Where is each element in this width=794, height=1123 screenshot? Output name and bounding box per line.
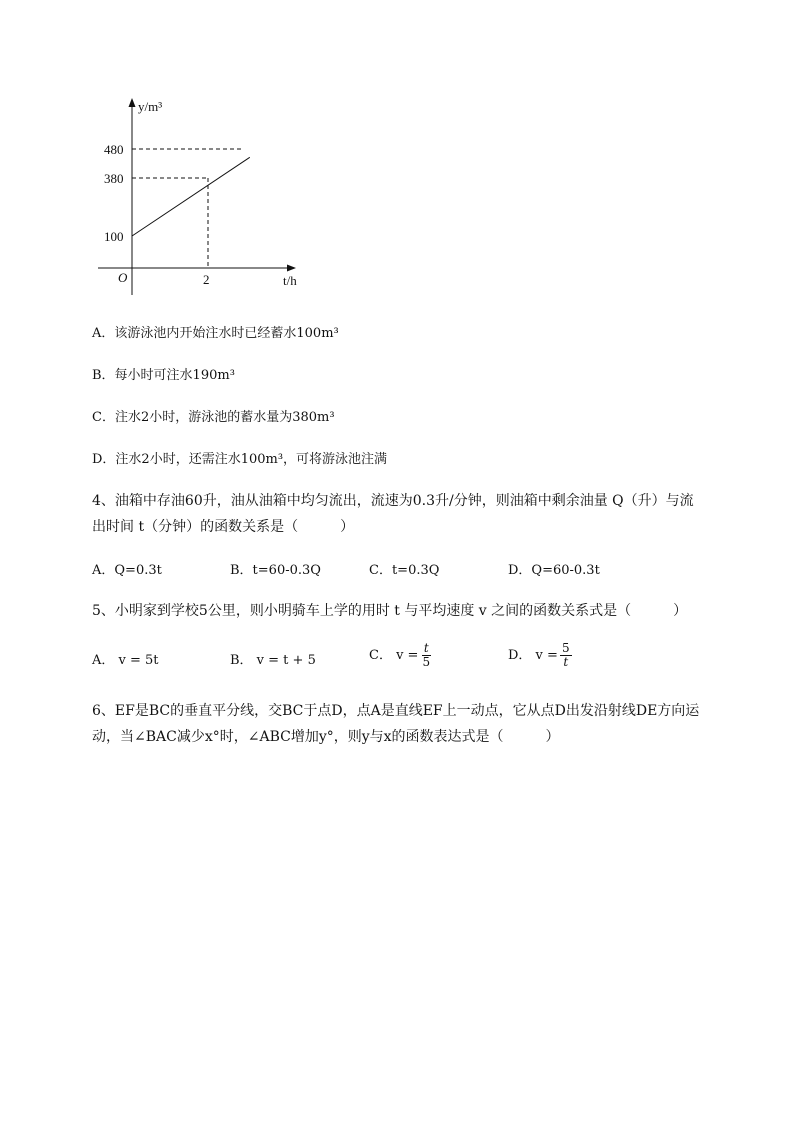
y-tick-100: 100	[104, 229, 124, 244]
option-3d: D．注水2小时，还需注水100m³，可将游泳池注满	[92, 452, 388, 467]
x-axis-arrow	[287, 265, 296, 272]
question-5: 5、小明家到学校5公里，则小明骑车上学的用时 t 与平均速度 v 之间的函数关系式是（ ）	[92, 603, 688, 619]
option-5c	[369, 642, 432, 669]
series-line	[132, 157, 250, 236]
water-volume-graph	[90, 95, 310, 300]
option-4d: D．Q=60-0.3t	[508, 563, 600, 578]
option-4c: C．t=0.3Q	[369, 563, 440, 578]
option-5d-denominator: t	[563, 655, 569, 669]
option-5c-denominator: 5	[422, 655, 431, 669]
question-4	[92, 488, 742, 540]
option-4b: B．t=60-0.3Q	[230, 563, 321, 578]
option-5d-fraction	[560, 642, 572, 669]
option-5c-fraction	[420, 642, 432, 669]
x-axis-label: t/h	[283, 273, 297, 288]
question-6	[92, 698, 742, 750]
option-3b: B．每小时可注水190m³	[92, 368, 235, 383]
option-5d-prefix: D． v =	[508, 648, 558, 663]
option-4a: A．Q=0.3t	[92, 563, 162, 578]
y-axis-label: y/m³	[138, 99, 163, 114]
option-5d	[508, 642, 572, 669]
origin-label: O	[118, 270, 128, 285]
question-6-line1: 6、EF是BC的垂直平分线，交BC于点D，点A是直线EF上一动点，它从点D出发沿射线DE方向运	[92, 703, 700, 719]
y-axis-arrow	[129, 98, 136, 107]
option-5c-numerator: t	[423, 641, 429, 655]
option-5d-numerator: 5	[561, 641, 570, 655]
y-tick-480: 480	[104, 142, 124, 157]
x-tick-2: 2	[203, 272, 210, 287]
option-3c: C．注水2小时，游泳池的蓄水量为380m³	[92, 410, 335, 425]
option-5a: A． v = 5t	[92, 653, 159, 668]
y-tick-380: 380	[104, 171, 124, 186]
option-5b: B． v = t + 5	[230, 653, 316, 668]
question-4-line1: 4、油箱中存油60升，油从油箱中均匀流出，流速为0.3升/分钟，则油箱中剩余油量 Q（升）与流	[92, 493, 694, 509]
option-3a: A．该游泳池内开始注水时已经蓄水100m³	[92, 326, 339, 341]
question-6-line2: 动，当∠BAC减少x°时，∠ABC增加y°，则y与x的函数表达式是（ ）	[92, 729, 560, 745]
option-5c-prefix: C． v =	[369, 648, 419, 663]
question-4-line2: 出时间 t（分钟）的函数关系是（ ）	[92, 519, 355, 535]
